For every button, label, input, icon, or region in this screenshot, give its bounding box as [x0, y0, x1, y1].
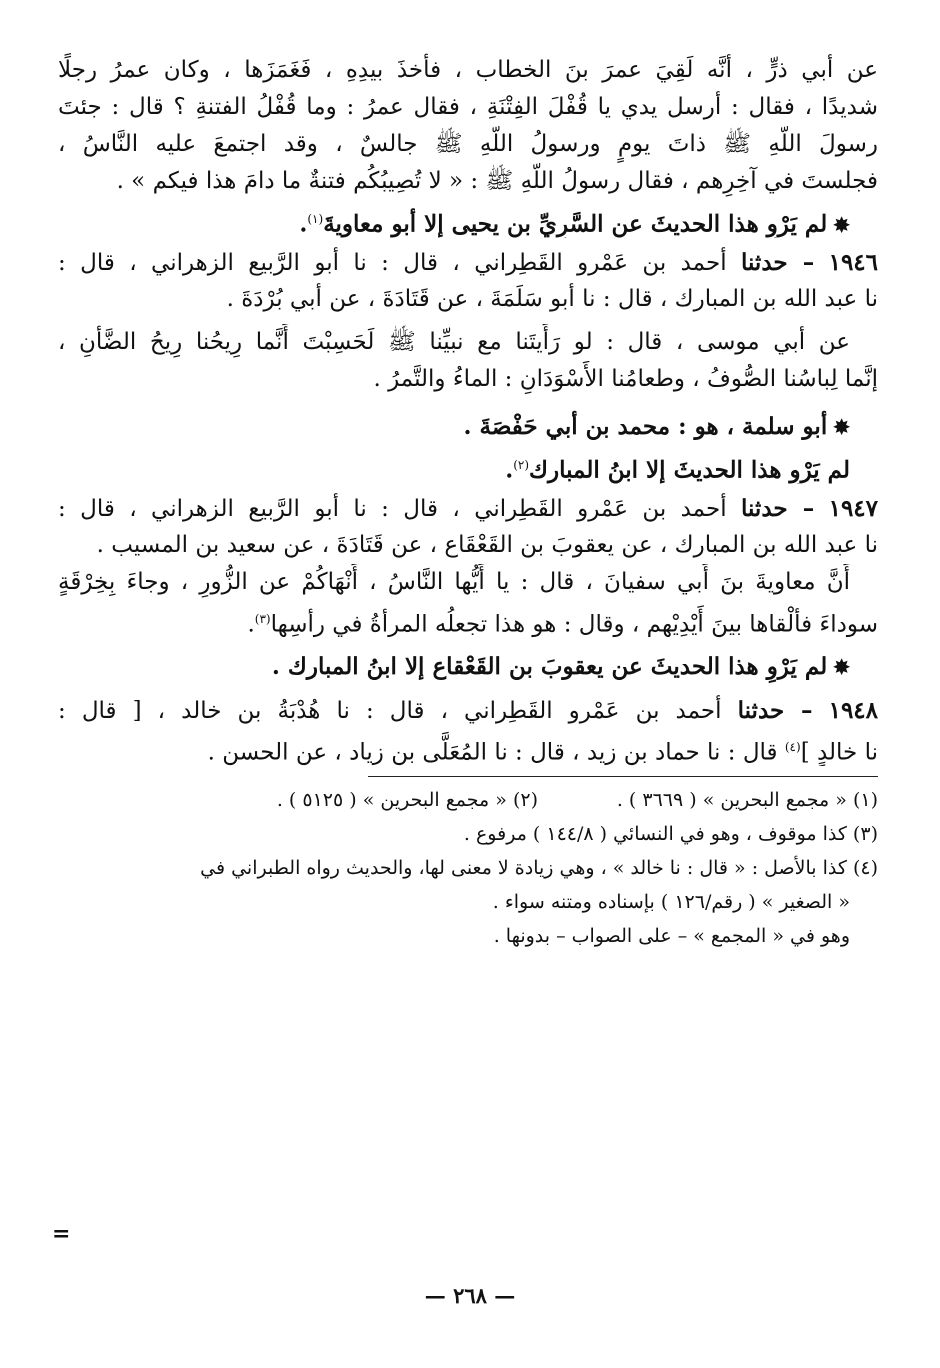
footnote-1: (١) « مجمع البحرين » ( ٣٦٦٩ ) . — [616, 789, 878, 811]
continuation-mark: = — [52, 1221, 71, 1247]
hadith-1946-note-b: لم يَرْوِ هذا الحديثَ إلا ابنُ المبارك$^{(٢)}$. — [505, 456, 850, 484]
footnote-4: (٤) كذا بالأصل : « قال : نا خالد » ، وهي زيادة لا معنى لها، والحديث رواه الطبراني في — [200, 857, 878, 879]
hadith-number: ١٩٤٨ — [828, 697, 878, 724]
hadith-number: ١٩٤٧ — [828, 495, 878, 522]
hadith-1947-note: ✸لم يَرْوِ هذا الحديثَ عن يعقوبَ بن القَعْقاع إلا ابنُ المبارك . — [271, 653, 850, 680]
text-line: عن أبي ذرٍّ ، أنَّه لَقِيَ عمرَ بنَ الخطاب ، فأخذَ بيدِهِ ، فَغَمَزَها ، وكان عمرُ رجلًا — [58, 57, 878, 83]
hadith-1945-note: ✸لم يَرْوِ هذا الحديثَ عن السَّرِيِّ بن يحيى إلا أبو معاويةَ$^{(١)}$. — [299, 210, 850, 238]
hadith-1945-text — [58, 52, 878, 200]
star-bullet-icon: ✸ — [833, 655, 850, 679]
hadith-number: ١٩٤٦ — [828, 249, 878, 276]
text-line: رسولَ اللَّهِ ﷺ ذاتَ يومٍ ورسولُ اللَّهِ ﷺ جالسٌ ، وقد اجتمعَ عليه النَّاسُ ، — [58, 131, 878, 157]
matn-line: إنَّما لِباسُنا الصُّوفُ ، وطعامُنا الأَسْوَدَانِ : الماءُ والتَّمرُ . — [373, 366, 878, 392]
isnad-line: نا خالدٍ ]$^{(٤)}$ قال : نا حماد بن زيد ، قال : نا المُعَلَّى بن زياد ، عن الحسن . — [207, 739, 878, 766]
hadith-1946 — [58, 244, 878, 398]
star-bullet-icon: ✸ — [833, 415, 850, 439]
hadith-label: – حدثنا — [737, 697, 813, 724]
matn-line: سوداءَ فألْقاها بينَ أَيْدِيْهِم ، وقال : هو هذا تجعلُه المرأةُ في رأسِها$^{(٣)}$. — [247, 611, 878, 638]
hadith-label: – حدثنا — [740, 495, 815, 522]
footnote-row — [58, 783, 878, 817]
isnad-line: نا عبد الله بن المبارك ، عن يعقوبَ بن القَعْقَاع ، عن قَتَادَةَ ، عن سعيد بن المسيب . — [96, 532, 878, 558]
footnote-2: (٢) « مجمع البحرين » ( ٥١٢٥ ) . — [276, 789, 538, 811]
footnote-4-cont: وهو في « المجمع » – على الصواب – بدونها . — [493, 925, 850, 947]
hadith-label: – حدثنا — [740, 249, 815, 276]
footnote-ref: (٣) — [254, 612, 271, 626]
isnad-line: ١٩٤٧ – حدثنا أحمد بن عَمْرو القَطِراني ، قال : نا أبو الرَّبيع الزهراني ، قال : — [58, 495, 878, 522]
page-number: — ٢٦٨ — — [424, 1283, 516, 1308]
footnote-ref: (١) — [307, 212, 324, 226]
footnote-3: (٣) كذا موقوف ، وهو في النسائي ( ١٤٤/٨ ) مرفوع . — [463, 823, 878, 845]
matn-line: عن أبي موسى ، قال : لو رَأَيتَنا مع نبيِّنا ﷺ لَحَسِبْتَ أَنَّما رِيحُنا رِيحُ الضَّأْنِ ، — [58, 329, 850, 355]
text-line: شديدًا ، فقال : أرسل يدي يا قُفْلَ الفِتْنَةِ ، فقال عمرُ : وما قُفْلُ الفتنةِ ؟ قال : جئتَ — [58, 94, 878, 120]
isnad-line: ١٩٤٨ – حدثنا أحمد بن عَمْرو القَطِراني ، قال : نا هُدْبَةُ بن خالد ، [ قال : — [58, 697, 878, 724]
matn-line: أَنَّ معاويةَ بنَ أَبي سفيانَ ، قال : يا أَيُّها النَّاسُ ، أَنْهَاكُمْ عن الزُّورِ ، وجاءَ بِخِرْقَةٍ — [58, 569, 850, 595]
hadith-1947 — [58, 490, 878, 638]
hadith-1948 — [58, 692, 878, 766]
hadith-1946-note-a: ✸أبو سلمة ، هو : محمد بن أبي حَفْصَةَ . — [463, 413, 850, 440]
text-line: فجلستَ في آخِرِهم ، فقال رسولُ اللَّهِ ﷺ : « لا تُصِيبُكُم فتنةٌ ما دامَ هذا فيكم » . — [116, 168, 878, 194]
footnote-ref: (٢) — [513, 458, 530, 472]
footnotes — [58, 783, 878, 953]
footnote-4-cont: « الصغير » ( رقم/١٢٦ ) بإسناده ومتنه سواء . — [492, 891, 850, 913]
isnad-line: ١٩٤٦ – حدثنا أحمد بن عَمْرو القَطِراني ، قال : نا أبو الرَّبيع الزهراني ، قال : — [58, 249, 878, 276]
footnote-divider — [368, 776, 878, 777]
footnote-ref: (٤) — [784, 740, 801, 754]
isnad-line: نا عبد الله بن المبارك ، قال : نا أبو سَلَمَةَ ، عن قَتَادَةَ ، عن أبي بُرْدَةَ . — [226, 286, 878, 312]
star-bullet-icon: ✸ — [833, 212, 850, 237]
